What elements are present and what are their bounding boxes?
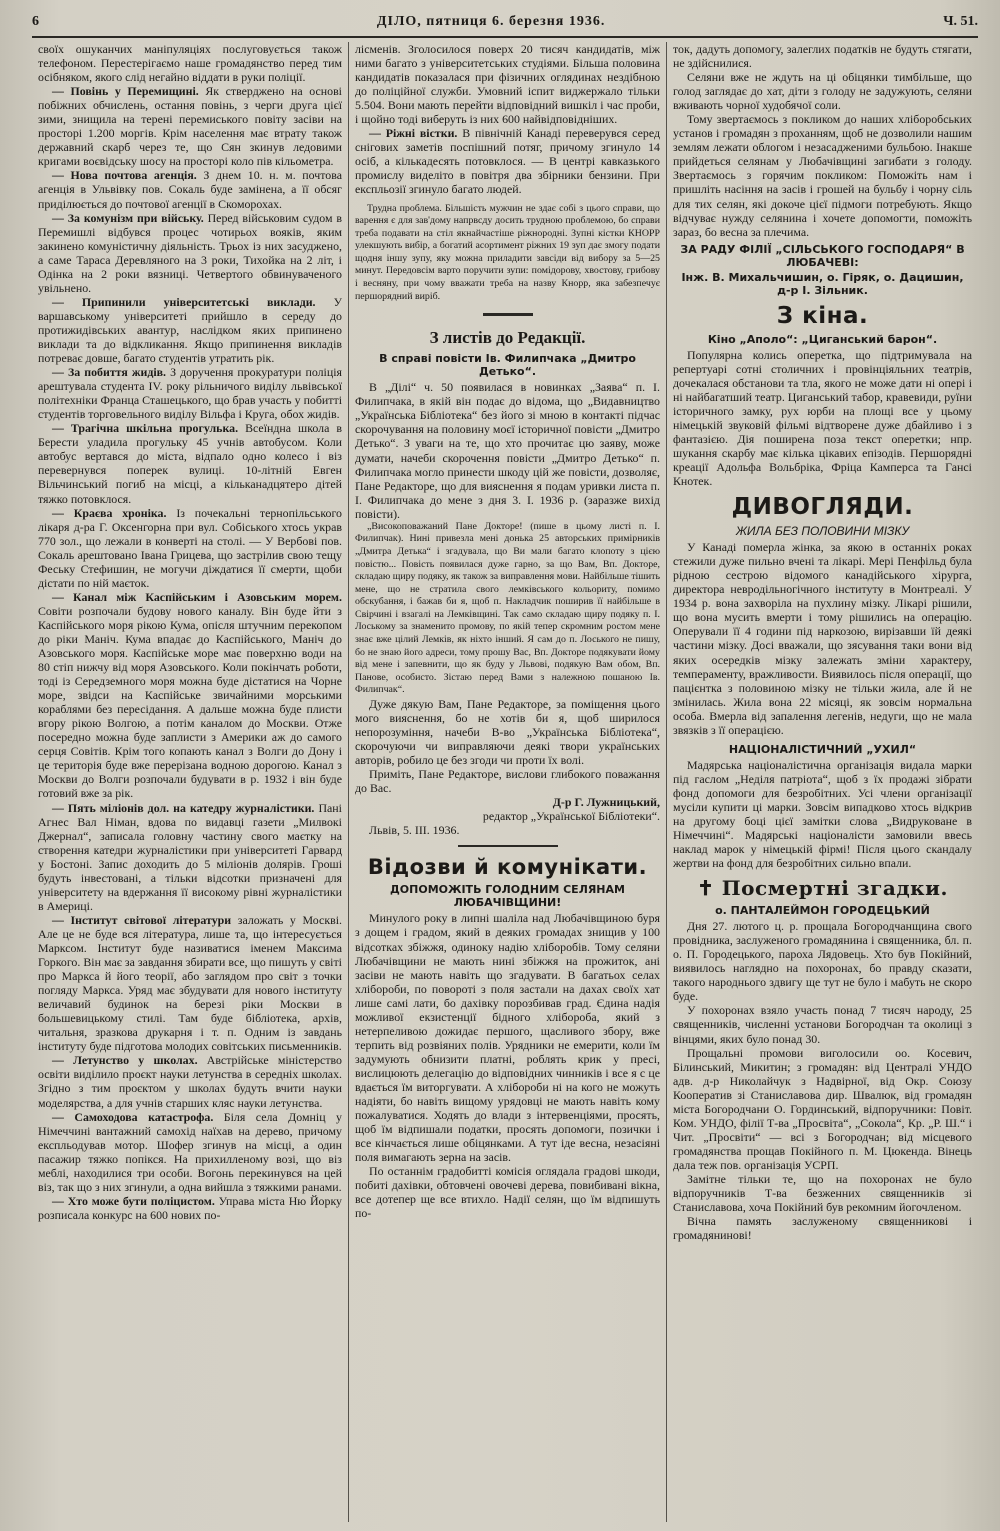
news-body: Біля села Домніц у Німеччині вантажний самохід наїхав на дерево, причому експльодував мотор. Шофер згинув на місці, а один пасажир тяжко попікся. На прихилленому возі, що віз меблі, находилися три особи. Вогонь перекинувся на цей віз, так що з них згинули, а одна вийшла з тяжкими ранами.: [38, 1109, 342, 1194]
appeal-paragraph: Селяни вже не ждуть на ці обіцянки тимбільше, що голод заглядає до хат, діти з голоду не задужують, селяни вживають чорної худобячої соли.: [673, 70, 972, 113]
curiosity-paragraph: Мадярська націоналістична організація видала марки під гаслом „Неділя патріота“, щоб з їх продажі зібрати фонд допомоги для безробітних. Усі члени організації мусіли купити ці марки. Зовсім випадково хтось відкрив на другому боці цієї замітки слова „Видруковане в Німеччині“. Мадярські націоналісти замовили ввесь наклад марок у німецькій фірмі! Після цього скандалу жертви на фонд для безробітних сильно впали.: [673, 757, 972, 871]
curiosities-subtitle: ЖИЛА БЕЗ ПОЛОВИНИ МІЗКУ: [735, 524, 910, 539]
appeals-title: Відозви й комунікати.: [367, 855, 648, 880]
news-body: заложать у Москві. Але це не буде вся література, лише та, що інтересується Марксом. Інститут буде називатися іменем Максима Горкого. Він має за завдання збирати все, що пишуть у світі про Маркса й його теорії, або заглядом про світ з точки погляду Маркса. Уряд має збудувати для нового інституту величавий будинок на березі ріки Москви в большевицькому стилі. Там буде бібліотека, архів, читальня, зразкова друкарня і т. п. Одним із завдань інституту буде підготова молодих совітських письменників.: [38, 912, 342, 1054]
news-body: Як стверджено на основі побіжних обчислень, остання повінь, з черги друга цієї зими, знищила на терені перемиського повіту засіви на просторі 1.200 моргів. Крім населення має втрату також державний скарб через те, що Сян зкинув ледовими кригами воєвідську шосу на просторі коло пів кільометра.: [38, 84, 342, 169]
signature-role: редактор „Української Бібліотеки“.: [482, 809, 660, 824]
news-body: В північній Канаді переверувся серед снігових заметів поспішний потяг, причому згинуло 14 осіб, а кількадесять потовклося. — В центрі кавказького промислу виделіто в повітря два збірники бензини. При експльозії згинуло багато людей.: [355, 126, 660, 197]
obituary-title: ✝ Посмертні згадки.: [697, 876, 948, 901]
news-head: — Нова почтова агенція.: [52, 168, 197, 183]
news-item: [38, 506, 342, 590]
news-body: Управа міста Ню Йорку розписала конкурс на 600 нових по-: [38, 1193, 343, 1222]
appeal-signature-title: ЗА РАДУ ФІЛІЇ „СІЛЬСЬКОГО ГОСПОДАРЯ“ В ЛЮБАЧЕВІ:: [680, 242, 965, 269]
news-head: — Трагічна шкільна прогулька.: [52, 421, 239, 436]
news-body: Пані Агнес Вал Німан, вдова по видавці газети „Милвокі Джернал“, записала головну частину свого маєтку на створення катедри журналістики при університеті Гарвард у Бостоні. Запис доходить до 5 міліонів долярів. Гроші будуть інвестовані, а тільки відсотки призначені для університету на вдержання її високому рівні журналістики в Америці.: [38, 800, 342, 913]
obituary-subtitle: о. ПАНТАЛЕЙМОН ГОРОДЕЦЬКИЙ: [715, 904, 930, 918]
header-rule: [32, 36, 978, 38]
news-body: Всеїндна школа в Берести уладила прогульку 45 учнів автобусом. Коли автобус вертався до міста, відпало одно колесо і віз перевернувся поперек вулиці. 10-літній Евген Вільчинський погиб на місці, а кільканадцятеро дітей тяжко потовклося.: [38, 421, 342, 506]
issue-number: Ч. 51.: [943, 14, 978, 29]
obituary-paragraph: Прощальні промови виголосили оо. Косевич, Білинський, Микитин; з громадян: від Централі УНДО адв. д-р Николайчук з Надвірної, від Окр. Союзу Кооператив зі Станиславова дир. Швалюк, від громадян міста Богородчани О. Гординський, відпоручники: Повіт. Ком. УНДО, філії Т-ва „Просвіта“, „Сокола“, Кр. „Р. Ш.“ і Чит. „Просвіти“ — всі з Богородчан; від місцевого громадянства прощав Покійного п. М. Цюкенда. Вінець дала теж пов. організація УСРП.: [673, 1045, 972, 1172]
news-head: — За комунізм при війську.: [52, 210, 204, 225]
signature-name: Д-р Г. Лужницький,: [552, 795, 660, 810]
news-item: [38, 1110, 342, 1194]
column-3: [666, 42, 978, 1522]
news-item: [38, 1194, 342, 1222]
news-head: — Канал між Каспійським і Азовським морем.: [52, 589, 342, 604]
news-item: [38, 421, 342, 505]
news-head: — Летунство у школах.: [52, 1053, 198, 1068]
cinema-review: Популярна колись оперетка, що підтримувала на репертуарі сотні столичних і провінціяльних театрів, дочекалася обстанови та тла, якого не може дати ні опері і ні найбагатший театр. Циганський табор, кравевиди, руїни історичного замку, рух юрби на площі все у цьому німецькій звуковій фільмі відтворене дуже дбайливо і з фантазією. Дія поширена поза текст оперетки; нпр. шукання скарбу має кілька цікавих епізодів. Першорядні креації Адольфа Вольбріка, Фріца Камперса та Гансі Кнотек.: [673, 347, 972, 489]
news-item: [355, 126, 660, 196]
news-item: [38, 168, 342, 210]
continued-text: ток, дадуть допомогу, залеглих податків не будуть стягати, не здійснилися.: [673, 42, 972, 71]
obituary-paragraph: У похоронах взяло участь понад 7 тисяч народу, 25 священників, численні установи Богородчан та околиці з вінцями, яких було понад 30.: [673, 1003, 972, 1046]
separator: [458, 845, 558, 847]
news-item: [38, 295, 342, 365]
news-body: Перед військовим судом в Перемишлі відбувся процес чотирьох вояків, яким закинено комуністичну діяльність. Трьох із них засуджено, а саме Тараса Деревляного на 3 роки, Тихойка на 2 літ, і Одінка на 2 роки вязниці. Четвертого обвинуваченого увільнено.: [38, 210, 342, 295]
nationalist-subtitle: НАЦІОНАЛІСТИЧНИЙ „УХИЛ“: [728, 742, 917, 756]
obituary-paragraph: Дня 27. лютого ц. р. прощала Богородчанщина свого провідника, заслуженого громадянина і священника, бл. п. о. П. Городецького, пароха Лядовець. Хто був Покійний, виявилось наглядно на похоронах, бо правду сказати, такого народнього здвигу ще тут не було і мабуть не скоро буде.: [673, 919, 972, 1004]
news-item: [38, 365, 342, 421]
news-body: З доручення прокуратури поліція арештувала студента IV. року рільничого виділу львівської політехніки Франца Сташецького, що брав участь у побитті студентів торговельного виділу Вільфа і Круга, обох жидів.: [38, 365, 342, 422]
column-1: [32, 42, 348, 1522]
cinema-title: З кіна.: [776, 302, 869, 329]
news-head: — Інститут світової літератури: [52, 912, 232, 927]
news-head: — Припинили університетські виклади.: [52, 294, 316, 309]
news-body: Совіти розпочали будову нового каналу. Він буде йти з Каспійського моря рікою Кума, опісля штучним перекопом до ріки Маніч. Кума впадає до Каспійського, Маніч до Азовського моря. Каспійське море має поверхню води на 80 стіп нижчу від моря Азовського. Коли покінчать роботи, тоді із Середземного моря можна буде дістатися на Чорне море, звідси на Каспійське звичайними морськими кораблями без пересідання. А дальше можна буде плисти вгору рікою Волгою, а потім каналом до Москви. Отже посередно можна буде заплисти з Америки аж до самого серця Совітів. Крім того копають канал з Волги до Дону і це територія буде вже перерізана водною дорогою. Канал з Москви до Волги розпочали будувати в р. 1932 і він буде готовий вже за рік.: [38, 603, 342, 801]
curiosities-title: ДИВОГЛЯДИ.: [731, 494, 914, 521]
letter-paragraph: Приміть, Пане Редакторе, вислови глибокого поважання до Вас.: [355, 767, 660, 796]
news-body: Із почекальні тернопільського лікаря д-ра Г. Оксенгорна при вул. Собіського хтось украв 770 зол., що лежали в конверті на столі. — У Вербові пов. Сокаль арештовано Івана Грицева, що застрілив свою тещу Феську Стефишин, не могучи діждатися її смерти, щоби дістати по ній маєток.: [38, 505, 342, 590]
news-item: [38, 211, 342, 295]
dateline: Львів, 5. ІІІ. 1936.: [369, 823, 460, 838]
letter-paragraph: Дуже дякую Вам, Пане Редакторе, за поміщення цього мого вияснення, бо не хотів би я, щоб ширилося непорозуміння, начеби В-во „Українська Бібліотека“, скорочуючи чи виправляючи деякі твори українських авторів, робило це без згоди чи проти їх волі.: [355, 697, 660, 768]
news-head: — Пять міліонів дол. на катедру журналістики.: [52, 800, 315, 815]
column-2: [348, 42, 666, 1522]
letters-title: З листів до Редакції.: [429, 328, 586, 348]
news-head: — Самоходова катастрофа.: [52, 1109, 214, 1124]
columns: [32, 42, 978, 1522]
news-head: — Ріжні вістки.: [369, 126, 458, 141]
news-head: — Повінь у Перемищині.: [52, 84, 199, 99]
news-body: З днем 10. н. м. почтова агенція в Ульвівку пов. Сокаль буде замінена, а її обсяг приділюється до почтової агенції в Скоморохах.: [38, 168, 342, 211]
obituary-paragraph: Замітне тільки те, що на похоронах не було відпоручників Т-ва безженних священників зі Станиславова, хоча Покійний був рекомним йогочленом.: [673, 1172, 972, 1215]
news-head: — Хто може бути поліцистом.: [52, 1193, 215, 1208]
appeal-signature-names: Інж. В. Михальчишин, о. Гіряк, о. Дацишин, д-р І. Зільник.: [681, 270, 964, 297]
news-head: — Краєва хроніка.: [52, 505, 167, 520]
curiosity-paragraph: У Канаді померла жінка, за якою в останніх роках стежили дуже пильно вчені та лікарі. Мері Пенфільд була рідною сестрою відомого канадійського хірурга, директора невродільногічного інституту в Монтреалі. У 1934 р. вона захворіла на пухлину мізку. Лікарі рішили, що вона мусить вмерти і тому рішились на операцію. Оперували її 4 години під наркозою, вирізавши їй деякі частини мізку. Досі вважали, що зясування таки вони від яких осередків мізку залежать зміни характеру, темпераменту, вражливости. Виявилось після операції, що пацієнтка з половиною мізку не тільки жила, але й не змінилась. Жила вона 22 місяці, як зовсім нормальна особа. Вмерла від запалення легенів, недуги, що не мала звязків з її операцією.: [673, 540, 972, 737]
knorr-advertisement: Трудна проблема. Більшість мужчин не здає собі з цього справи, що варення є для зав'дому напрвсду досить трудною проблемою, бо справи треба подавати на стіл якнайчастіше ріжнородні. Зупні кістки КНОРР улекшують вибір, а богатий асортимент ріжних 19 зуп дає змогу подати щодня іншу зупу, яку можна приладити завсіди від вибору за 5—25 минут. Передовсім варто поручити зупи: помідорову, хвостову, грибову і весняну, при чому вважати треба на назву Кнорр, яка забезпечує першорядний виріб.: [355, 202, 660, 302]
obituary-paragraph: Вічна память заслуженому священникові і громадянинові!: [673, 1214, 972, 1243]
news-body: Австрійське міністерство освіти виділило проєкт науки летунства в середніх школах. Згідно з тим проєктом у школах будуть вчити науки моделярства, а для учнів старших кляс науки летунства.: [38, 1053, 342, 1110]
letters-subtitle: В справі повісти Ів. Филипчака „Дмитро Детько“.: [379, 352, 636, 379]
appeal-paragraph: По останнім градобитті комісія оглядала градові шкоди, побиті дахівки, обтовчені овочеві дерева, повибивані вікна, все дотепер ще все втихло. Надії селян, що їм відпишуть по-: [355, 1164, 660, 1221]
appeal-paragraph: Минулого року в липні шаліла над Любачівщиною буря з дощем і градом, який в деяких громадах знищив у 100 відсотках збіжжя, одиноку надію хліборобів. Тому селяни Любачівщини не мають нині збіжжя на прожиток, ані засіви не мають навіть що згадувати. В багатьох селах хлібороби, по повороті з поля застали на дахах своїх хат лише самі лати, бо дахівку порозбивав град. Єдина надія можливої екзистенції бідного хлібороба, який з нетерпеливою дожидає першого, щасливого збору, вже терпить від розвіяних полів. Урядники не емерити, коли їм задумують обнизити платні, роблять крик у пресі, вислицюють делегацію до відповідних чинників і все я с це вдається їм виторгувати. А хлібороби ні на кого не можуть надіяти, бо навіть вищому урядовці не мають навіть кому пожалуватися. Ходять до влади з інтервенціями, просять, щоб їм відпишали податки, просять допомоги, позички і все кінчається лише обіцянками. А тут іде весна, незасіяні поля вимагають зерна на засів.: [355, 911, 660, 1165]
news-body: У варшавському університеті прийшло в середу до протижидівських авантур, наслідком яких припинено виклади та до відкликання. Якщо припинення викладів потреває довше, багато студентів утратить рік.: [38, 294, 342, 366]
page-header: [32, 14, 978, 34]
appeal-paragraph: Тому звертаємось з покликом до наших хліборобських установ і громадян з проханням, щоб не дозволили нашим землям лежати облогом і незасадженими бульбою. Інакше прийдеться селянам у Любачівщині загибати з голоду. Звертаємось з горячим покликом: Поможіть нам і пришліть насіння на засів і грошей на бульбу і чорну сіль для тих селян, які докоче цієї підмоги потребують. Якщо відчуває нужду селянина і хочете допомогти, поможіть зараз, бо весна за плечима.: [673, 112, 972, 239]
news-item: [38, 84, 342, 168]
continued-text: лісменів. Зголосилося поверх 20 тисяч кандидатів, між ними багато з університетських студіями. Більша половина кандидатів показалася при фізичних оглядинах нездібною до поліційної служби. Умовний іспит виджержало тільки 5.504. Вони мають перейти відповідний вишкіл і час проби, і щойно тоді виберуть із них 600 найвідповідніших.: [355, 42, 660, 127]
appeal-subtitle: ДОПОМОЖІТЬ ГОЛОДНИМ СЕЛЯНАМ ЛЮБАЧІВЩИНИ!: [390, 883, 625, 910]
news-item: [38, 913, 342, 1053]
quoted-letter: „Високоповажаний Пане Докторе! (пише в цьому листі п. І. Филипчак). Нині привезла мені донька 25 авторських примірників „Дмитра Детька“ і згадувала, що Ви мали багато клопоту з цією повістю... Повість появилася дуже гарно, за що Вам, Вп. Докторе, складаю щиру подяку, як також за виправлення мови. Найбільше тішить мене, що не стратила свого лемківського кольориту, помимо обскубання, і бажав би я, щоб п. Накладчик поширив її найбільше в Свірчині і взагалі на Лемківщині. Так само складаю щиру подяку п. І. Лоському за знаменито промову, по якій тепер скромним ростом мене знає вже цілий Лемків, як ніхто інший. Я сам до п. Лоського не пишу, бо не знаю його адреси, тому прошу Вас, Вп. Докторе подякувати йому від мене і запевнити, що як буду у Львові, подякую Вам обом, Вп. Панове, особисто. Зістаю перед Вами з належною пошаною Ів. Филипчак“.: [355, 520, 660, 696]
news-item: [38, 1053, 342, 1109]
news-head: — За побиття жидів.: [52, 365, 167, 380]
separator: [483, 313, 533, 316]
intro-text: своїх ошуканчих маніпуляціях послуговується також телефоном. Перестерігаємо наше громадянство перед тим осібняком, якого слід негайно віддати в руки поліції.: [38, 42, 342, 85]
news-item: [38, 801, 342, 913]
cinema-subtitle: Кіно „Аполо“: „Циганський барон“.: [707, 332, 938, 346]
news-item: [38, 590, 342, 801]
letter-paragraph: В „Ділі“ ч. 50 появилася в новинках „Заява“ п. І. Филипчака, в якій він подає до відома, що „Видавництво „Українська Бібліотека“ без його зі мною в контакті підчас скорочування на половину моєї історичної повісти „Дмитро Детько“. З уваги на те, що хто прочитає цю заяву, може думати, начеби скорочення повісти „Дмитро Детько“ п. Филипчака могло принести шкоду цій же повісти, дозволяє, Пане Редакторе, що для вияснення я подам уривки листа п. І. Филипчака до мене з дня 3. І. 1936 р. (заразже вихід повісти).: [355, 380, 660, 521]
masthead-date: ДІЛО, пятниця 6. березня 1936.: [376, 14, 606, 29]
page-number: 6: [32, 14, 39, 29]
